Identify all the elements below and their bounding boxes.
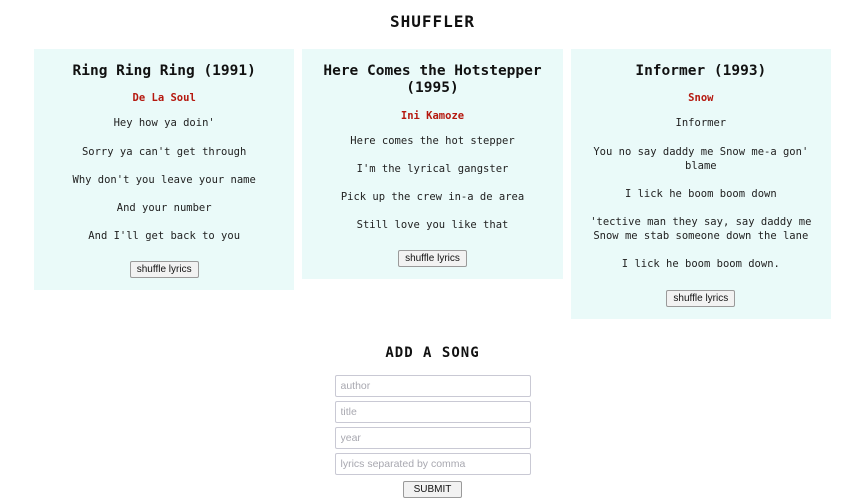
add-song-form xyxy=(335,375,531,498)
page-title: SHUFFLER xyxy=(389,12,476,31)
song-card xyxy=(571,49,831,319)
lyric-line: Here comes the hot stepper xyxy=(350,134,515,147)
lyrics-input[interactable] xyxy=(335,453,531,475)
song-author: Snow xyxy=(688,92,714,105)
song-title: Informer (1993) xyxy=(635,63,767,79)
lyric-line: And I'll get back to you xyxy=(88,230,241,243)
shuffle-lyrics-button[interactable]: shuffle lyrics xyxy=(666,290,735,307)
author-input[interactable] xyxy=(335,375,531,397)
shuffle-lyrics-button[interactable]: shuffle lyrics xyxy=(398,250,467,267)
song-card-list xyxy=(0,49,865,319)
title-input[interactable] xyxy=(335,401,531,423)
lyric-line: Hey how ya doin' xyxy=(113,117,215,130)
lyric-line: Why don't you leave your name xyxy=(72,173,256,186)
shuffle-lyrics-button[interactable]: shuffle lyrics xyxy=(130,261,199,278)
lyric-line: I lick he boom boom down xyxy=(624,187,777,200)
lyric-line: 'tective man they say, say daddy me Snow me stab someone down the lane xyxy=(590,216,812,243)
song-title: Here Comes the Hotstepper (1995) xyxy=(323,63,542,97)
lyric-line: And your number xyxy=(116,201,212,214)
lyric-line: Sorry ya can't get through xyxy=(81,145,247,158)
song-author: De La Soul xyxy=(132,92,196,105)
lyric-line: You no say daddy me Snow me-a gon' blame xyxy=(593,145,809,172)
lyric-line: Pick up the crew in-a de area xyxy=(340,191,525,204)
song-card xyxy=(34,49,294,290)
lyric-line: I lick he boom boom down. xyxy=(621,258,780,271)
song-card xyxy=(302,49,562,279)
year-input[interactable] xyxy=(335,427,531,449)
lyric-line: I'm the lyrical gangster xyxy=(356,162,509,175)
lyric-line: Informer xyxy=(675,117,727,130)
song-author: Ini Kamoze xyxy=(400,109,465,122)
lyric-line: Still love you like that xyxy=(356,219,509,232)
add-song-title: ADD A SONG xyxy=(385,344,480,361)
submit-button[interactable]: SUBMIT xyxy=(403,481,463,498)
song-title: Ring Ring Ring (1991) xyxy=(72,63,256,79)
